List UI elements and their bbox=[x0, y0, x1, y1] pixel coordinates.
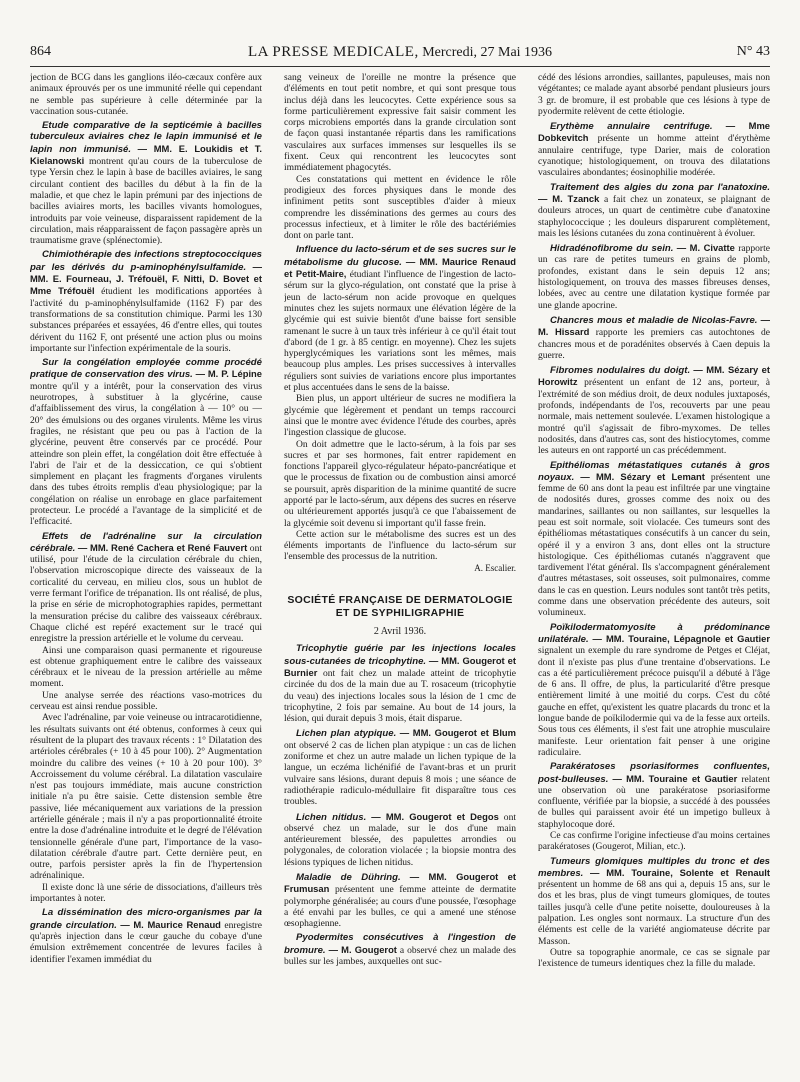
article-title: Influence du lacto-sérum et de ses sucres sur le métabolisme du glucose. bbox=[284, 244, 516, 268]
article-text: enregistre qu'après injection dans le cœur gauche du cobaye d'une émulsion extrêmement concentrée de levures faciles à identifier l'examen immédiat du bbox=[30, 919, 262, 965]
article bbox=[30, 120, 262, 246]
article-authors: — MM. René Cachera et René Fauvert bbox=[77, 541, 248, 553]
article-text: étudient les modifications apportées à l'activité du p-aminophénylsulfamide (1162 F) par des transformations de sa constitution chimique. Parmi les 130 substances préparées et essayées, 46 d'entre elles, qui toutes dérivent du 1162 F, ont présenté une action plus ou moins importante sur l'infection expérimentale de la souris. bbox=[30, 286, 262, 354]
article-title: Tricophytie guérie par les injections locales sous-cutanées de tricophytine. bbox=[284, 643, 516, 667]
article bbox=[284, 932, 516, 967]
article-text: relatent une observation où une parakératose psoriasiforme confluente, vérifiée par la biopsie, a succédé à des poussées de bulles qui paraissent avoir été un impetigo bulleux à staphylocoque doré. bbox=[538, 773, 770, 830]
column-1 bbox=[30, 72, 262, 1072]
paragraph: Ces constatations qui mettent en évidence le rôle prodigieux des forces physiques dans le monde des infiniment petits sont susceptibles d'aider à mieux comprendre les disséminations des germes au cours des processus infectieux, et à limiter le rôle des bactériémies dont on parle tant. bbox=[284, 173, 516, 242]
page-number: 864 bbox=[30, 44, 51, 59]
article bbox=[30, 357, 262, 527]
article-title: Hidradénofibrome du sein. bbox=[550, 243, 674, 255]
article bbox=[538, 460, 770, 619]
article-authors: — MM. Sézary et Lemant bbox=[580, 470, 705, 482]
article-authors: — MM. Gougerot et Degos bbox=[371, 810, 499, 822]
article bbox=[538, 761, 770, 830]
article bbox=[30, 249, 262, 354]
article-title: Tumeurs glomiques multiples du tronc et des membres. bbox=[538, 855, 770, 879]
paragraph: Une analyse serrée des réactions vaso-motrices du cerveau est ainsi rendue possible. bbox=[30, 689, 262, 713]
article-text: montre qu'il y a intérêt, pour la conservation des virus neurotropes, à substituer à la glycérine, cause d'affaiblissement des virus, la congélation à — 10° ou — 20° des émulsions ou des organes virulents. Même les virus fragiles, ne résistant que peu ou pas à l'action de la glycérine, peuvent être conservés par ce procédé. Pour atteindre son plein effet, la congélation doit être effectuée à l'abri de l'air et de la dessiccation, ce qui s'obtient simplement en plaçant les fragments d'organes virulents dans des tubes étroits remplis d'eau physiologique; par la congélation on réalise un enrobage en glace parfaitement protecteur. Le procédé a l'avantage de la simplicité et de l'efficacité. bbox=[30, 380, 262, 528]
article-authors: — M. Civatte bbox=[676, 242, 735, 254]
article-text: présentent un enfant de 12 ans, porteur, à l'extrémité de son médius droit, de deux nodules juxtaposés, profonds, indépendants de l'os, recouverts par une peau normale, mais nettement soulevée. L'examen histologique a montré qu'il s'agissait de fibro-myxomes. De telles nodosités, dans d'autres cas, sont des histiocytomes, comme les auteurs en ont rapporté un cas précédemment. bbox=[538, 377, 770, 457]
article-text: présentent une femme atteinte de dermatite polymorphe généralisée; au cours d'une poussée, l'œsophage a été envahi par les bulles, ce qui a amené une sténose œsophagienne. bbox=[284, 884, 516, 930]
article-authors: — M. Gougerot bbox=[328, 943, 397, 955]
article bbox=[284, 727, 516, 807]
article-title: Poïkilodermatomyosite à prédominance unilatérale. bbox=[538, 621, 770, 645]
article-title: Erythème annulaire centrifuge. bbox=[550, 121, 713, 133]
article-text: ont utilisé, pour l'étude de la circulation cérébrale du chien, l'observation microscopique directe des vaisseaux de la corticalité du cerveau, en milieu clos, sous un hublot de verre fermant l'orifice de trépanation. Ils ont réalisé, de plus, la prise en série de microphotographies rapides, permettant la mensuration précise du calibre des vaisseaux cérébraux. Chaque cliché est repéré exactement sur le tracé qui enregistre la pression artérielle et le volume du cerveau. bbox=[30, 542, 262, 645]
article bbox=[538, 856, 770, 947]
article-authors: — MM. E. Loukidis et T. Kielanowski bbox=[30, 142, 262, 167]
article-text: présentent un homme de 68 ans qui a, depuis 15 ans, sur le dos et les bras, plus de vingt tumeurs glomiques, de toutes tailles jusqu'à celle d'une petite noisette, douloureuses à la palpation. Les ongles sont normaux. La structure d'un des éléments est celle de la variété angiomateuse décrite par Masson. bbox=[538, 879, 770, 947]
column-3 bbox=[538, 72, 770, 1072]
paragraph: On doit admettre que le lacto-sérum, à la fois par ses sucres et par ses hormones, fait entrer rapidement en fonctions l'appareil glyco-régulateur hépato-pancréatique et que le processus de fixation ou de combustion ainsi amorcé se poursuit, après disparition de la minime quantité de sucre apporté par le lacto-sérum, aux dépens des sucres en réserve ou ultérieurement apportés jusqu'à ce que l'abaissement de la glycémie soit devenu si important qu'il fasse frein. bbox=[284, 438, 516, 529]
article-text: rapporte les premiers cas autochtones de chancres mous et de poradénites observés à Caen depuis la guerre. bbox=[538, 327, 770, 361]
article bbox=[538, 120, 770, 178]
paragraph: Outre sa topographie anormale, ce cas se signale par l'existence de tumeurs identiques chez la fille du malade. bbox=[538, 946, 770, 970]
article-text: montrent qu'au cours de la tuberculose de type Yersin chez le lapin à base de bacilles aviaires, le sang circulant contient des bacilles du début à la fin de la maladie, et que chez le lapin prémuni par des injections de bacilles aviaires morts, les bacilles vivants homologues, introduits par voie veineuse, disparaissent rapidement de la circulation, mais réapparaissent de façon passagère après un traumatisme grave (splénectomie). bbox=[30, 156, 262, 247]
paragraph: jection de BCG dans les ganglions iléo-cæcaux confère aux animaux éprouvés per os une immunité réelle qui cependant ne semble pas supérieure à celle déterminée par la vaccination sous-cutanée. bbox=[30, 72, 262, 117]
article-authors: — MM. Sézary et Horowitz bbox=[538, 364, 770, 388]
article-title: Parakératoses psoriasiformes confluentes, post-bulleuses. bbox=[538, 761, 770, 785]
article-authors: — M. P. Lépine bbox=[195, 368, 262, 380]
article-title: Lichen nitidus. bbox=[296, 811, 367, 823]
section-date: 2 Avril 1936. bbox=[373, 626, 427, 638]
article bbox=[538, 182, 770, 239]
paragraph: Bien plus, un apport ultérieur de sucres ne modifiera la glycémie que légèrement et pendant un temps raccourci ainsi que le montre avec évidence l'étude des courbes, après l'ingestion classique de glucose. bbox=[284, 393, 516, 439]
header-rule bbox=[30, 66, 770, 67]
article-title: Chimiothérapie des infections streptococciques par les dérivés du p-aminophénylsulfamide. bbox=[30, 249, 262, 273]
article-title: Etude comparative de la septicémie à bacilles tuberculeux aviaires chez le lapin immunisé et le lapin non immunisé. bbox=[30, 120, 262, 155]
section-heading: SOCIÉTÉ FRANÇAISE DE DERMATOLOGIE ET DE SYPHILIGRAPHIE bbox=[287, 594, 513, 620]
paragraph: cédé des lésions arrondies, saillantes, papuleuses, mais non végétantes; ce malade ayant absorbé pendant plusieurs jours 3 gr. de bromure, il est probable que ces lésions à type de pyodermite relèvent de cette étiologie. bbox=[538, 72, 770, 117]
article-text: a observé chez un malade des bulles sur les jambes, auxquelles ont suc- bbox=[284, 944, 516, 968]
issue-date: Mercredi, 27 Mai 1936 bbox=[422, 45, 553, 60]
article bbox=[284, 643, 516, 724]
article-authors: — MM. Touraine, Lépagnole et Gautier bbox=[592, 632, 770, 644]
article-title: Lichen plan atypique. bbox=[296, 728, 397, 740]
article bbox=[30, 907, 262, 964]
signature: A. Escalier. bbox=[474, 562, 516, 573]
article-text: rapporte un cas rare de petites tumeurs en grains de plomb, profondes, existant dans le sein depuis 12 ans; histologiquement, on trouva des masses fibreuses denses, lobées, avec au centre une dilatation kystique formée par une glande apocrine. bbox=[538, 243, 770, 311]
article-text: présente un homme atteint d'érythème annulaire centrifuge, type Darier, mais de coloration cyanotique; histologiquement, on trouva des dilatations vasculaires abondantes; éosinophilie modérée. bbox=[538, 133, 770, 179]
paragraph: Ainsi une comparaison quasi permanente et rigoureuse est obtenue graphiquement entre le calibre des vaisseaux cérébraux et le niveau de la pression artérielle au même moment. bbox=[30, 644, 262, 690]
running-title bbox=[30, 42, 770, 63]
article-title: Epithéliomas métastatiques cutanés à gros noyaux. bbox=[538, 459, 770, 483]
article-title: Maladie de Dühring. bbox=[296, 872, 401, 883]
article-authors: — M. Maurice Renaud bbox=[120, 918, 221, 930]
paragraph: Il existe donc là une série de dissociations, d'ailleurs très importantes à noter. bbox=[30, 881, 262, 905]
article-text: présentent une femme de 60 ans dont la peau est infiltrée par une vingtaine de nodosités dures, grosses comme des noix ou des mandarines, saillantes ou non saillantes, sur lesquelles la peau est soit normale, soit violacée. Ces tumeurs sont des épithéliomas métastatiques consécutifs à un cancer du sein, opéré il y a environ 3 ans, dont elles ont la structure histologique. Ces épithéliomas cutanés n'aggravent que tardivement l'état général. Ils s'accompagnent généralement d'autres métastases, soit osseuses, soit pulmonaires, comme dans le cas en question. Leurs nodules sont tantôt très petits, comme dans une observation précédente des auteurs, soit volumineux. bbox=[538, 471, 770, 619]
article-title: Traitement des algies du zona par l'anatoxine. bbox=[550, 181, 770, 193]
article bbox=[284, 811, 516, 868]
article bbox=[284, 244, 516, 393]
article-authors: — MM. E. Fourneau, J. Tréfouël, F. Nitti, D. Bovet et Mme Tréfouël bbox=[30, 260, 262, 297]
paragraph: Cette action sur le métabolisme des sucres est un des éléments importants de l'influence du lacto-sérum sur l'ensemble des processus de la nutrition. bbox=[284, 528, 516, 563]
article-authors: — Mme Dobkevitch bbox=[538, 120, 770, 144]
page-header bbox=[30, 42, 770, 62]
article-authors: — MM. Gougerot et Burnier bbox=[284, 654, 516, 678]
paragraph: Avec l'adrénaline, par voie veineuse ou intracarotidienne, les résultats suivants ont été obtenus, conformes à ceux qui résultent de la plupart des travaux récents : 1° Dilatation des artérioles cérébrales (+ 10 à 45 pour 100). 2° Augmentation moindre du calibre des veines (+ 10 à 20 pour 100). 3° Accroissement du volume cérébral. La dilatation vasculaire n'est pas toujours immédiate, mais aucune constriction initiale n'a pu être saisie. Cette distension semble être passive, liée mécaniquement aux variations de la pression artérielle générale ; mais il n'y a pas proportionnalité étroite entre la dose d'adrénaline introduite et le degré de l'élévation tensionnelle générale d'une part, l'importance de la vaso-dilatation cérébrale d'autre part. Cette dernière peut, en outre, parfois persister après la fin de l'hypertension adrénalinique. bbox=[30, 712, 262, 882]
article-authors: — MM. Touraine et Gautier bbox=[612, 772, 738, 784]
article bbox=[538, 622, 770, 759]
article-title: Fibromes nodulaires du doigt. bbox=[550, 365, 691, 377]
article-title: Sur la congélation employée comme procédé pratique de conservation des virus. bbox=[30, 357, 262, 381]
article bbox=[538, 242, 770, 311]
article-title: Chancres mous et maladie de Nicolas-Favre. bbox=[550, 314, 758, 326]
article-authors: — M. Tzanck bbox=[538, 192, 600, 204]
article-text: a fait chez un zonateux, se plaignant de douleurs atroces, un quart de centimètre cube d'anatoxine staphylococcique ; les douleurs disparurent complètement, mais les lésions cutanées du zona continuèrent à évoluer. bbox=[538, 193, 770, 239]
article-title: Pyodermites consécutives à l'ingestion de bromure. bbox=[284, 932, 516, 956]
paragraph: Ce cas confirme l'origine infectieuse d'au moins certaines parakératoses (Gougerot, Milian, etc.). bbox=[538, 830, 770, 853]
paragraph: sang veineux de l'oreille ne montre la présence que d'éléments en tout petit nombre, et qui sont presque tous inclus déjà dans les leucocytes. Cette expérience sous sa forme particulièrement expressive fait saisir comment les corps microbiens emportés dans la grande circulation sont de façon quasi instantanée répartis dans les ramifications vasculaires aux surfaces immenses sur lesquelles ils se fixent. Ceux qui rencontrent les leucocytes sont immédiatement phagocytés. bbox=[284, 72, 516, 174]
article-text: étudiant l'influence de l'ingestion de lacto-sérum sur la glyco-régulation, ont constaté que la prise à jeun de lacto-sérum non acide provoque en quelques minutes chez les sujets normaux une élévation légère de la glycémie qui est suivie bientôt d'une baisse fort sensible ramenant le sucre à un taux très inférieur à ce qu'il était tout d'abord (de 1 gr. à 85 centigr. en moyenne). Chez les sujets hyperglycémiques les variations sont les mêmes, mais beaucoup plus amples. Les prises successives à intervalles réguliers sont suivies de variations encore plus importantes et plus accentuées dans le sens de la baisse. bbox=[284, 269, 516, 394]
column-2 bbox=[284, 72, 516, 1072]
article-text: ont fait chez un malade atteint de tricophytie circinée du dos de la main due au T. rosaceum (tricophytie du veau) des injections locales sous la lésion de 1 cmc de tricophytine, 2 fois par semaine. Au bout de 14 jours, la lésion, qui durait depuis 3 mois, était disparue. bbox=[284, 667, 516, 725]
article bbox=[538, 314, 770, 361]
article-authors: — M. Hissard bbox=[538, 313, 770, 338]
article-authors: — MM. Gougerot et Blum bbox=[399, 727, 516, 739]
article-text: ont observé 2 cas de lichen plan atypique : un cas de lichen zoniforme et chez un autre malade un lichen typique de la langue, un eczéma lichénifié de l'avant-bras et un prurit vulvaire sans lésions, durant depuis 8 mois ; une séance de radiothérapie radiculo-médullaire fit disparaître tous ces troubles. bbox=[284, 739, 516, 808]
article-title: La dissémination des micro-organismes par la grande circulation. bbox=[30, 907, 262, 931]
article-authors: — MM. Maurice Renaud et Petit-Maire, bbox=[284, 255, 516, 280]
article bbox=[284, 871, 516, 929]
article-text: signalent un exemple du rare syndrome de Petges et Cléjat, dont il n'existe pas plus d'une trentaine d'observations. Le cas a été particulièrement précoce puisqu'il a débuté à l'âge de 6 ans. Il offre, de plus, la particularité d'être presque entièrement limité à une moitié du corps. C'est du côté gauche en effet, qu'existent les quatre placards du tronc et la longue bande de poïkilodermie qui va de la fesse aux orteils. Sous tous ces éléments, il s'est fait une atrophie musculaire manifeste. Leur orientation fait penser à une origine radiculaire. bbox=[538, 645, 770, 758]
article bbox=[30, 531, 262, 645]
article bbox=[538, 364, 770, 456]
article-authors: — MM. Gougerot et Frumusan bbox=[284, 871, 516, 895]
article-title: Effets de l'adrénaline sur la circulation cérébrale. bbox=[30, 530, 262, 554]
issue-number: N° 43 bbox=[736, 44, 770, 59]
article-text: ont observé chez un malade, sur le dos d'une main antérieurement blessée, des papulettes arrondies ou polygonales, de coloration violacée ; la biopsie montra des lésions typiques de lichen nitidus. bbox=[284, 811, 516, 868]
journal-title: LA PRESSE MEDICALE, bbox=[247, 44, 419, 60]
article-authors: — MM. Touraine, Solente et Renault bbox=[589, 866, 770, 878]
